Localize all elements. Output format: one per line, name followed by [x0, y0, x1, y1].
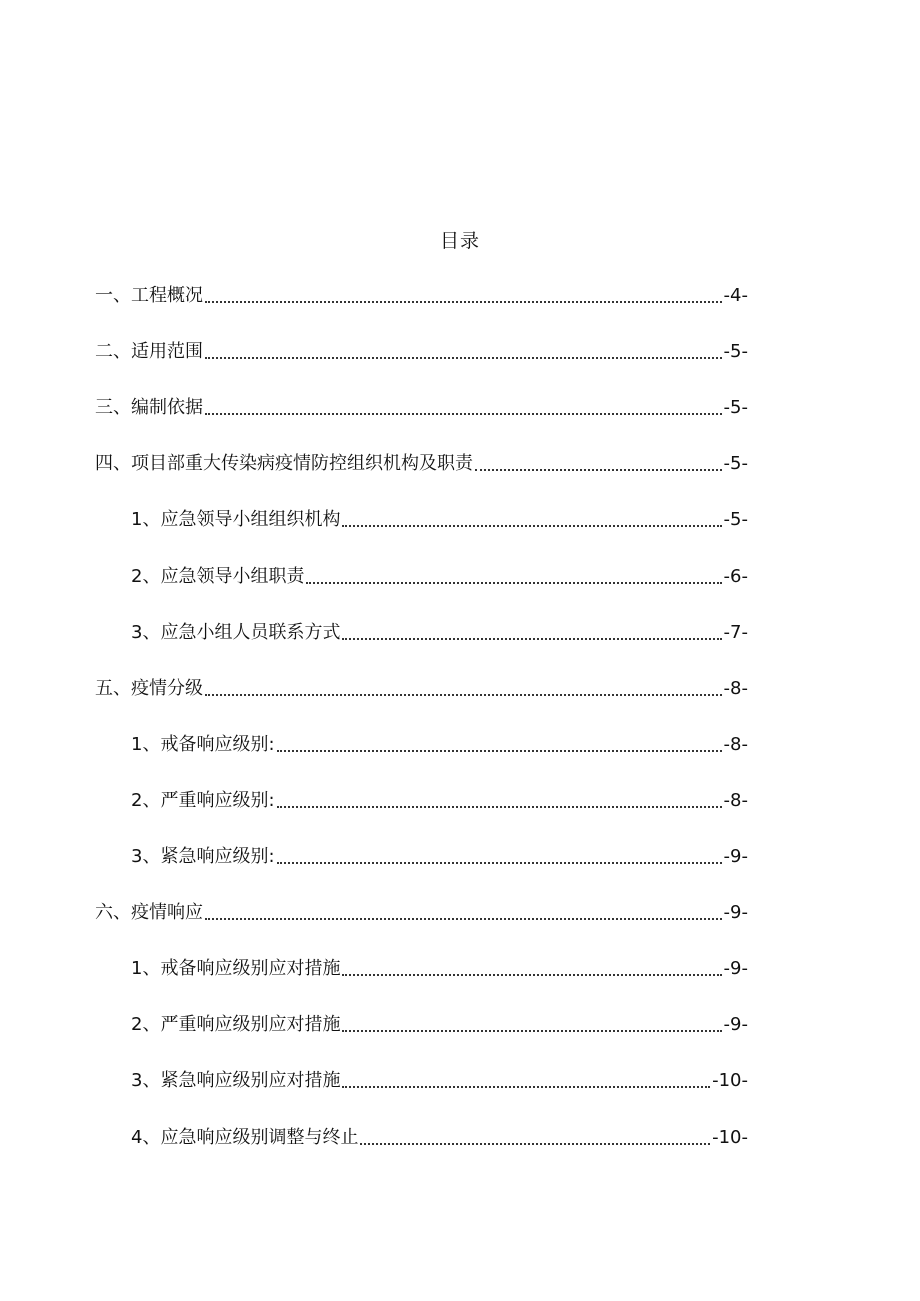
toc-page-number: -9- — [723, 958, 748, 980]
toc-page-number: -5- — [723, 509, 748, 531]
toc-entry[interactable] — [131, 619, 748, 647]
toc-entry[interactable] — [95, 394, 748, 422]
toc-dot-leader — [475, 469, 722, 471]
toc-dot-leader — [342, 1030, 721, 1032]
toc-entry-title: 2、严重响应级别: — [131, 789, 275, 811]
toc-entry[interactable] — [95, 282, 748, 310]
toc-dot-leader — [205, 694, 722, 696]
toc-entry[interactable] — [131, 955, 748, 983]
toc-dot-leader — [306, 582, 721, 584]
toc-dot-leader — [342, 638, 721, 640]
toc-entry-title: 五、疫情分级 — [95, 677, 203, 699]
toc-page-number: -8- — [723, 677, 748, 699]
toc-dot-leader — [205, 918, 722, 920]
toc-page-number: -8- — [723, 789, 748, 811]
toc-entry-title: 三、编制依据 — [95, 397, 203, 419]
toc-page-number: -9- — [723, 902, 748, 924]
toc-entry-title: 1、应急领导小组组织机构 — [131, 509, 341, 531]
toc-entry-title: 3、紧急响应级别应对措施 — [131, 1070, 341, 1092]
toc-dot-leader — [342, 974, 721, 976]
toc-entry-title: 2、严重响应级别应对措施 — [131, 1014, 341, 1036]
toc-entry[interactable] — [95, 338, 748, 366]
toc-entry[interactable] — [131, 1011, 748, 1039]
toc-page-number: -9- — [723, 846, 748, 867]
toc-entry-title: 2、应急领导小组职责 — [131, 565, 305, 587]
toc-page-number: -5- — [723, 453, 748, 475]
toc-page-number: -10- — [712, 1126, 748, 1148]
toc-entry-title: 六、疫情响应 — [95, 902, 203, 924]
toc-dot-leader — [277, 806, 722, 808]
toc-entry[interactable] — [131, 1067, 748, 1095]
toc-dot-leader — [360, 1143, 710, 1145]
toc-page-number: -9- — [723, 1014, 748, 1036]
toc-page-number: -10- — [712, 1070, 748, 1092]
toc-entry-title: 1、戒备响应级别: — [131, 733, 275, 755]
toc-dot-leader — [277, 750, 722, 752]
toc-page-number: -5- — [723, 397, 748, 419]
toc-entry[interactable] — [95, 450, 748, 478]
toc-entry-title: 四、项目部重大传染病疫情防控组织机构及职责 — [95, 453, 473, 475]
toc-page-number: -4- — [723, 285, 748, 306]
toc-entry[interactable] — [131, 731, 748, 759]
toc-entry[interactable] — [131, 1124, 748, 1152]
toc-entry-title: 3、紧急响应级别: — [131, 846, 275, 867]
toc-entry-title: 1、戒备响应级别应对措施 — [131, 958, 341, 980]
toc-dot-leader — [205, 413, 722, 415]
toc-title: 目录 — [439, 230, 480, 252]
toc-dot-leader — [205, 357, 722, 359]
toc-page-number: -6- — [723, 565, 748, 587]
toc-entry[interactable] — [95, 899, 748, 927]
toc-entry-title: 4、应急响应级别调整与终止 — [131, 1126, 359, 1148]
toc-entry[interactable] — [131, 787, 748, 815]
toc-entry-title: 二、适用范围 — [95, 341, 203, 363]
toc-dot-leader — [205, 301, 722, 303]
toc-entry[interactable] — [131, 506, 748, 534]
toc-page-number: -7- — [723, 621, 748, 643]
toc-entry-title: 一、工程概况 — [95, 285, 203, 306]
toc-dot-leader — [342, 1086, 710, 1088]
toc-page-number: -8- — [723, 733, 748, 755]
toc-dot-leader — [277, 862, 722, 864]
toc-entry-title: 3、应急小组人员联系方式 — [131, 621, 341, 643]
toc-entry[interactable] — [131, 843, 748, 871]
toc-entry[interactable] — [95, 675, 748, 703]
toc-dot-leader — [342, 525, 721, 527]
toc-page-number: -5- — [723, 341, 748, 363]
toc-entry[interactable] — [131, 563, 748, 591]
